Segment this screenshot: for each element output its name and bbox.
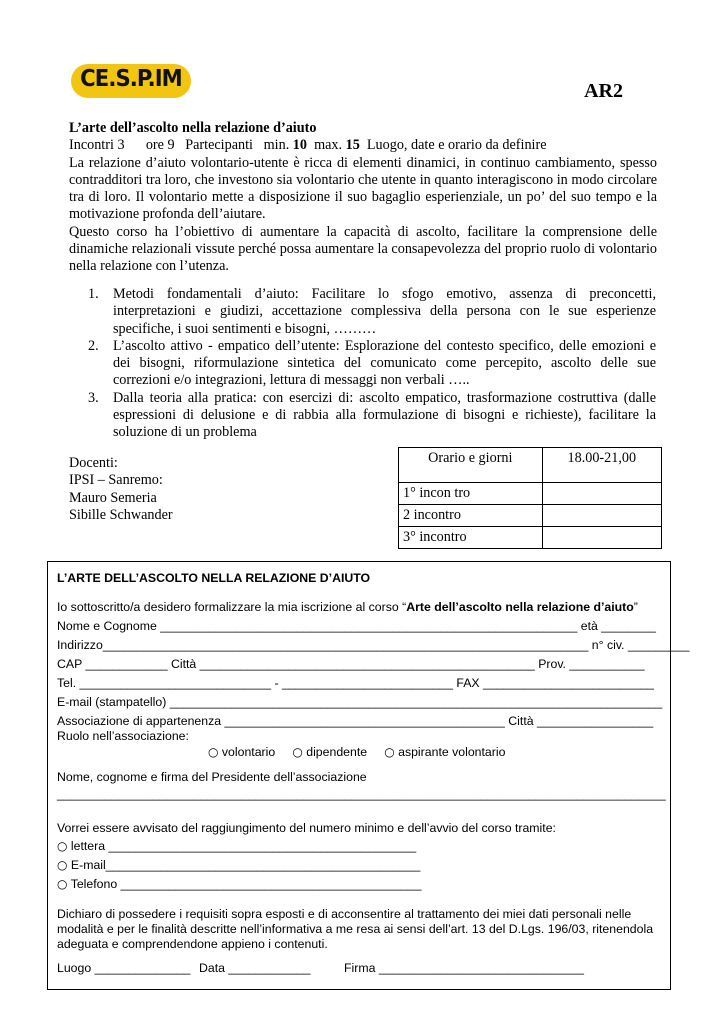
- table-cell-empty[interactable]: [542, 527, 661, 549]
- notify-phone[interactable]: ○ Telefono ____________________________________________: [57, 877, 422, 891]
- role-label: Ruolo nell’associazione:: [57, 729, 189, 743]
- data-field[interactable]: Data ____________: [199, 961, 311, 975]
- teacher-name: Sibille Schwander: [69, 507, 173, 524]
- radio-icon[interactable]: ○: [57, 858, 68, 872]
- teachers-label: Docenti:: [69, 455, 118, 471]
- list-item: 1. Metodi fondamentali d’aiuto: Facilitare lo sfogo emotivo, assenza di preconcetti, interpretazioni e giudizi, accettazione complessiva della persona con le sue esperienze specifiche, i suoi sentimenti e bisogni, ………: [88, 286, 656, 337]
- table-cell-empty[interactable]: [542, 505, 661, 527]
- radio-aspirante[interactable]: ○: [384, 745, 395, 759]
- association-field[interactable]: Associazione di appartenenza _________________________________________ Città _________________: [57, 714, 654, 728]
- table-header-row: [399, 448, 662, 483]
- teachers-block: [69, 455, 173, 525]
- signature-field[interactable]: Firma ______________________________: [344, 961, 585, 975]
- role-options: ○ volontario ○ dipendente ○ aspirante volontario: [208, 745, 506, 759]
- president-label: Nome, cognome e firma del Presidente dell’associazione: [57, 770, 367, 784]
- radio-volontario[interactable]: ○: [208, 745, 219, 759]
- form-intro: Io sottoscritto/a desidero formalizzare la mia iscrizione al corso “Arte dell’ascolto nella relazione d’aiuto”: [57, 600, 638, 614]
- course-title: L’arte dell’ascolto nella relazione d’aiuto: [69, 120, 317, 136]
- schedule-header-label: Orario e giorni: [399, 448, 543, 483]
- document-code: AR2: [584, 80, 623, 102]
- schedule-table: [398, 447, 662, 549]
- table-row: 3° incontro: [399, 527, 662, 549]
- notify-email[interactable]: ○ E-mail______________________________________________: [57, 858, 421, 872]
- schedule-header-time: 18.00-21,00: [542, 448, 661, 483]
- teacher-name: Mauro Semeria: [69, 489, 157, 506]
- course-info: Incontri 3 ore 9 Partecipanti min. 10 max. 15 Luogo, date e orario da definire: [69, 137, 547, 154]
- paragraph-2: Questo corso ha l’obiettivo di aumentare la capacità di ascolto, facilitare la comprensione delle dinamiche relazionali vissute perché possa aumentare la consapevolezza del proprio ruolo di volontario nella relazione con l’utenza.: [69, 223, 657, 275]
- form-title: L’ARTE DELL’ASCOLTO NELLA RELAZIONE D’AIUTO: [57, 571, 371, 585]
- cap-city-field[interactable]: CAP ____________ Città _________________________________________________ Prov. ___________: [57, 657, 645, 671]
- teachers-org: IPSI – Sanremo:: [69, 472, 163, 489]
- course-description: [69, 120, 657, 276]
- luogo-field[interactable]: Luogo ______________: [57, 961, 191, 975]
- notify-label: Vorrei essere avvisato del raggiungimento del numero minimo e dell’avvio del corso tramite:: [57, 821, 556, 835]
- address-field[interactable]: Indirizzo_______________________________________________________________________ n° civ. _________: [57, 638, 690, 652]
- logo-text: CE.S.P.IM: [80, 66, 182, 92]
- radio-dipendente[interactable]: ○: [292, 745, 303, 759]
- email-field[interactable]: E-mail (stampatello) ________________________________________________________________________: [57, 695, 663, 709]
- max-participants: 15: [345, 137, 360, 154]
- paragraph-1: La relazione d’aiuto volontario-utente è ricca di elementi dinamici, in continuo cambiamento, spesso contradditori tra loro, che investono sia volontario che utente in quanto interagiscono in modo circolare tra di loro. Il volontario mette a disposizione il suo bagaglio esperienziale, un po’ del suo tempo e la motivazione profonda dell’aiutare.: [69, 154, 657, 223]
- topics-list: [88, 286, 656, 442]
- privacy-declaration: Dichiaro di possedere i requisiti sopra esposti e di acconsentire al trattamento dei miei dati personali nelle modalità e per le finalità descritte nell’informativa a me resa ai sensi dell’art. 13 del D.Lgs. 196/03, ritenendola adeguata e comprendendone appieno i contenuti.: [57, 907, 654, 952]
- table-cell-empty[interactable]: [542, 483, 661, 505]
- min-participants: 10: [292, 137, 307, 154]
- president-signature-field[interactable]: _________________________________________________________________________________________: [57, 787, 666, 801]
- registration-form: [47, 561, 690, 990]
- list-item: 3. Dalla teoria alla pratica: con esercizi di: ascolto empatico, trasformazione costruttiva (dalle espressioni di delusione e di rabbia alla formulazione di bisogni e richieste), facilitare la soluzione di un problema: [88, 389, 656, 441]
- table-row: 1° incon tro: [399, 483, 662, 505]
- phone-field[interactable]: Tel. ____________________________ - _________________________ FAX _________________________: [57, 676, 654, 690]
- list-item: 2. L’ascolto attivo - empatico dell’utente: Esplorazione del contesto specifico, delle emozioni e dei bisogni, riformulazione sintetica del comunicato come percepito, ascolto delle sue correzioni e/o integrazioni, lettura di messaggi non verbali …..: [88, 337, 656, 389]
- radio-icon[interactable]: ○: [57, 877, 68, 891]
- notify-letter[interactable]: ○ lettera _____________________________________________: [57, 839, 417, 853]
- cespim-logo: [71, 64, 191, 98]
- radio-icon[interactable]: ○: [57, 839, 68, 853]
- name-field[interactable]: Nome e Cognome _____________________________________________________________ età ________: [57, 619, 657, 633]
- table-row: 2 incontro: [399, 505, 662, 527]
